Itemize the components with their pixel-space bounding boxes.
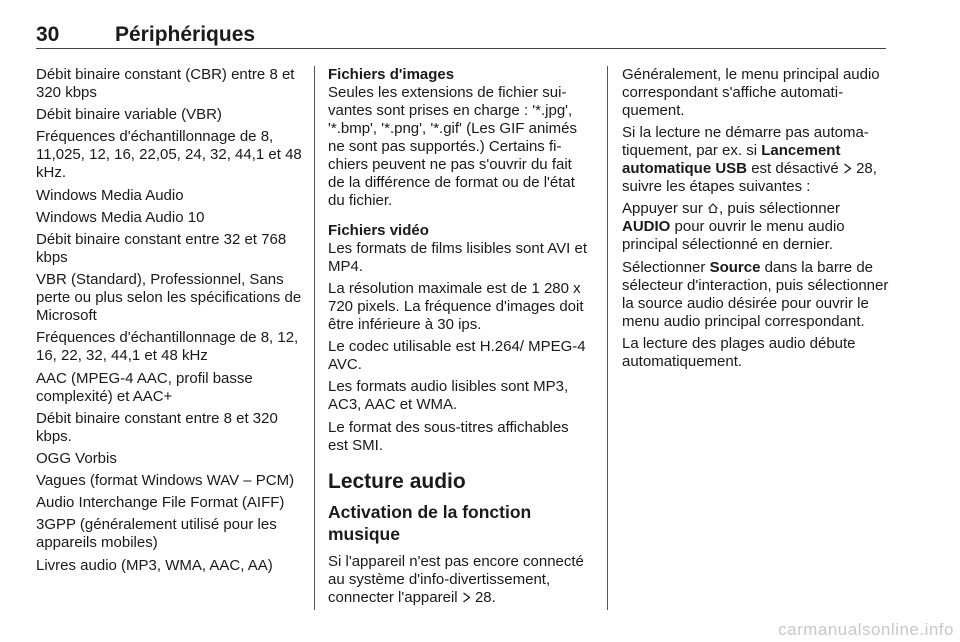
format-line: Débit binaire constant entre 32 et 768 kbps	[36, 230, 287, 266]
audio-label: AUDIO	[622, 218, 671, 236]
watermark: carmanualsonline.info	[778, 620, 954, 639]
paragraph: Généralement, le menu principal audio correspondant s'affiche automatiquement.	[622, 66, 880, 119]
format-line: Fréquences d'échantillonnage de 8, 11,025, 12, 16, 22,05, 24, 32, 44,1 et 48 kHz.	[36, 128, 302, 182]
images-heading: Fichiers d'images	[328, 66, 455, 83]
codec-text: Le codec utilisable est H.264/ MPEG-4 AVC.	[328, 338, 586, 374]
usb-autostart-label: Lancement automatique USB	[622, 142, 841, 178]
format-line: Audio Interchange File Format (AIFF)	[36, 494, 285, 512]
page-reference-link[interactable]: 28,	[856, 160, 877, 178]
column-divider	[314, 66, 315, 610]
format-line: Fréquences d'échantillonnage de 8, 12, 16, 22, 32, 44,1 et 48 kHz	[36, 329, 299, 365]
subtitles-text: Le format des sous-titres affichables est SMI.	[328, 418, 569, 454]
subsection-title: Activation de la fonction musique	[328, 501, 532, 544]
resolution-text: La résolution maximale est de 1 280 x 720 pixels. La fréquence d'images doit être inférieure à 30 ips.	[328, 280, 584, 333]
home-icon	[707, 202, 719, 214]
paragraph-text: Appuyer sur	[622, 200, 703, 218]
format-line: Débit binaire constant (CBR) entre 8 et 320 kbps	[36, 66, 295, 101]
page-header	[36, 22, 886, 49]
page-title: Périphériques	[115, 23, 256, 46]
format-line: Débit binaire constant entre 8 et 320 kbps.	[36, 409, 278, 445]
format-line: Windows Media Audio	[36, 186, 184, 204]
format-line: Débit binaire variable (VBR)	[36, 106, 222, 124]
format-line: Windows Media Audio 10	[36, 208, 205, 226]
column-1	[36, 66, 302, 579]
paragraph-text: dans la barre de sélecteur d'interaction, puis sélectionner la source audio désirée pour ouvrir le menu audio principal correspondant.	[622, 258, 889, 330]
connect-text: Si l'appareil n'est pas encore connecté au système d'info-divertissement, connecter l'appareil	[328, 552, 584, 606]
paragraph-text: est désactivé	[751, 160, 839, 178]
paragraph-text: , puis sélectionner	[719, 200, 840, 218]
video-text: Les formats de films lisibles sont AVI et MP4.	[328, 240, 587, 275]
audio-formats-text: Les formats audio lisibles sont MP3, AC3, AAC et WMA.	[328, 378, 569, 414]
arrow-reference-icon	[843, 163, 852, 174]
column-2	[328, 66, 592, 611]
video-heading: Fichiers vidéo	[328, 222, 429, 239]
images-text: Seules les extensions de fichier suivantes sont prises en charge : '*.jpg', '*.bmp', '*.png', '*.gif' (Les GIF animés ne sont pas supportés.) Certains fichiers peuvent ne pas s'ouvrir du fait de la différence de format ou de l'état du fichier.	[328, 84, 577, 209]
format-line: VBR (Standard), Professionnel, Sans perte ou plus selon les spécifications de Microsoft	[36, 271, 302, 325]
paragraph: La lecture des plages audio débute automatiquement.	[622, 334, 856, 370]
paragraph-text: Si la lecture ne démarre pas automatiquement, par ex. si	[622, 124, 869, 160]
paragraph-text: suivre les étapes suivantes :	[622, 178, 811, 196]
format-line: 3GPP (généralement utilisé pour les appareils mobiles)	[36, 516, 277, 552]
column-3	[622, 66, 890, 375]
format-line: AAC (MPEG-4 AAC, profil basse complexité) et AAC+	[36, 369, 253, 405]
paragraph-text: Sélectionner	[622, 258, 706, 276]
column-divider	[607, 66, 608, 610]
source-label: Source	[709, 258, 761, 276]
paragraph-text: pour ouvrir le menu audio principal sélectionné en dernier.	[622, 218, 845, 254]
section-title: Lecture audio	[328, 469, 466, 493]
format-line: Vagues (format Windows WAV – PCM)	[36, 472, 295, 490]
page-number: 30	[36, 23, 60, 46]
arrow-reference-icon	[462, 592, 471, 603]
page-reference-link[interactable]: 28.	[474, 588, 496, 606]
format-line: Livres audio (MP3, WMA, AAC, AA)	[36, 556, 273, 574]
format-line: OGG Vorbis	[36, 449, 117, 467]
